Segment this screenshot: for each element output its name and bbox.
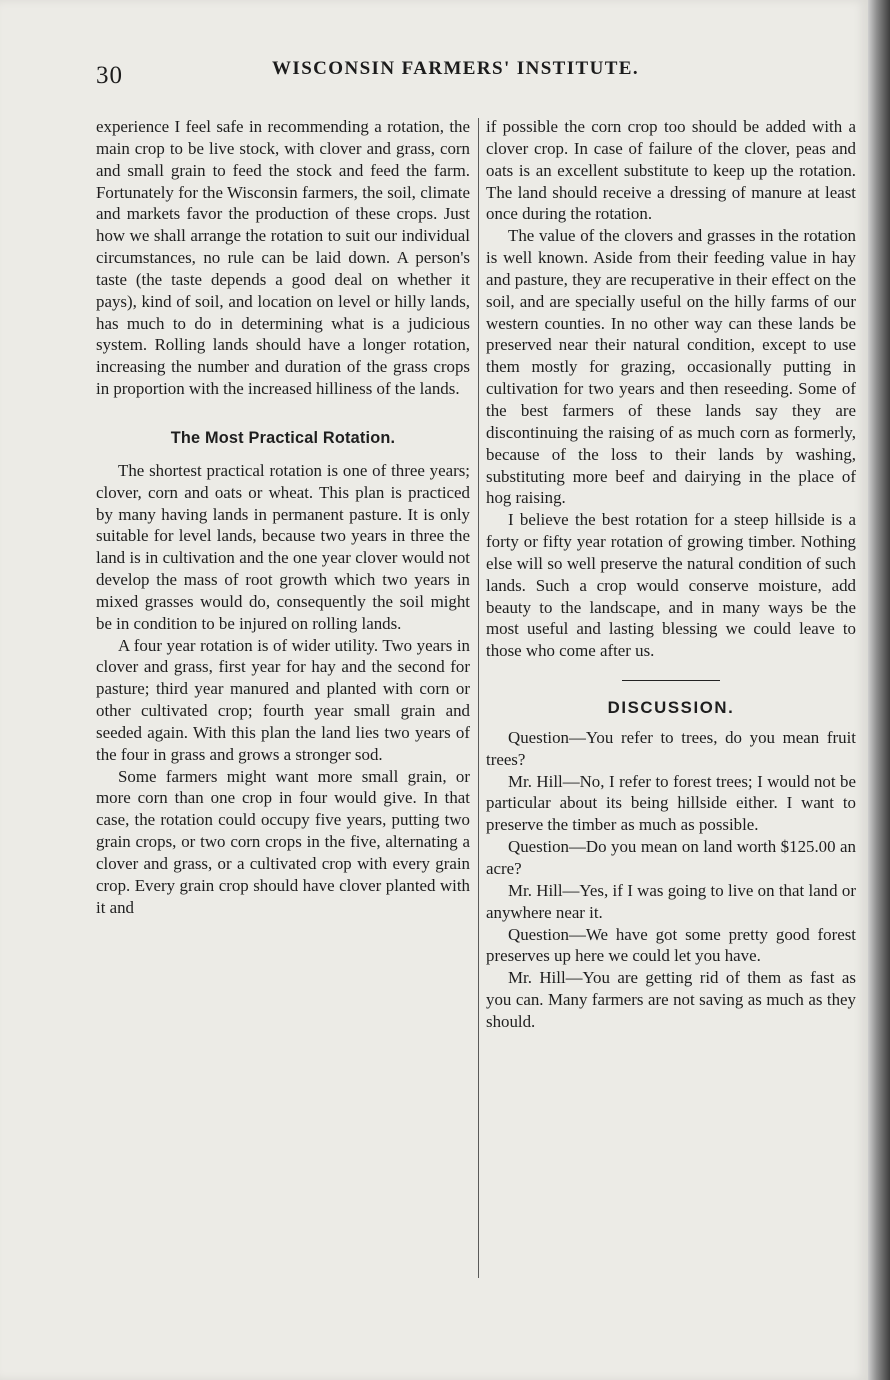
page-number: 30: [96, 62, 123, 89]
question: Question—Do you mean on land worth $125.00 an acre?: [486, 837, 856, 878]
paragraph: Some farmers might want more small grain, or more corn than one crop in four would give. In that case, the rotation could occupy five years, putting two grain crops, or two corn crops in the five, alternating a clover and grass, or a cultivated crop with every grain crop. Every grain crop should have clover planted with it and: [96, 766, 470, 917]
paragraph: A four year rotation is of wider utility. Two years in clover and grass, first year for hay and the second for pasture; third year manured and planted with corn or other cultivated crop; fourth year small grain and seeded again. With this plan the land lies two years of the four in grass and grows a stronger sod.: [96, 635, 470, 764]
question: Question—You refer to trees, do you mean fruit trees?: [486, 727, 856, 769]
page-header: [96, 58, 716, 92]
page-edge-shadow: [868, 0, 890, 1380]
section-rule: [622, 680, 720, 681]
left-column: [96, 116, 470, 919]
paragraph: if possible the corn crop too should be added with a clover crop. In case of failure of the clover, peas and oats is an excellent substitute to keep up the rotation. The land should receive a dressing of manure at least once during the rotation.: [486, 117, 856, 224]
paragraph: I believe the best rotation for a steep hillside is a forty or fifty year rotation of growing timber. Nothing else will so well preserve the natural condition of such lands. Such a crop would conserve moisture, add beauty to the landscape, and in many ways be the most useful and lasting blessing we could leave to those who come after us.: [486, 510, 856, 661]
answer: Mr. Hill—You are getting rid of them as fast as you can. Many farmers are not saving as much as they should.: [486, 968, 856, 1031]
right-column: [486, 116, 856, 1033]
answer: Mr. Hill—Yes, if I was going to live on that land or anywhere near it.: [486, 880, 856, 922]
running-head: WISCONSIN FARMERS' INSTITUTE.: [272, 58, 640, 79]
column-divider: [478, 118, 479, 1278]
answer: Mr. Hill—No, I refer to forest trees; I would not be particular about its being hillside either. I want to preserve the timber as much as possible.: [486, 771, 856, 835]
section-heading: The Most Practical Rotation.: [170, 428, 396, 447]
paragraph: experience I feel safe in recommending a rotation, the main crop to be live stock, with clover and grass, corn and small grain to feed the stock and feed the farm. Fortunately for the Wisconsin farmers, the soil, climate and markets favor the production of these crops. Just how we shall arrange the rotation to suit our individual circumstances, no rule can be laid down. A person's taste (the taste depends a good deal on whether it pays), kind of soil, and location on level or hilly lands, has much to do in determining what is a judicious system. Rolling lands should have a longer rotation, increasing the number and duration of the grass crops in proportion with the increased hilliness of the lands.: [96, 117, 470, 399]
paragraph: The shortest practical rotation is one of three years; clover, corn and oats or wheat. This plan is practiced by many having lands in permanent pasture. It is only suitable for level lands, because two years in three the land is in cultivation and the one year clover would not develop the mass of root growth which two years in mixed grasses would do, consequently the soil might be in condition to be injured on rolling lands.: [96, 460, 470, 633]
question: Question—We have got some pretty good forest preserves up here we could let you have.: [486, 924, 856, 966]
paragraph: The value of the clovers and grasses in the rotation is well known. Aside from their feeding value in hay and pasture, they are recuperative in their effect on the soil, and are specially useful on the hilly farms of our western counties. In no other way can these lands be preserved near their natural condition, except to use them mostly for grazing, occasionally putting in cultivation for two years and then reseeding. Some of the best farmers of these lands say they are discontinuing the raising of as much corn as formerly, because of the loss to their lands by washing, substituting more beef and dairying in the place of hog raising.: [486, 226, 856, 508]
discussion-heading: DISCUSSION.: [607, 698, 735, 718]
